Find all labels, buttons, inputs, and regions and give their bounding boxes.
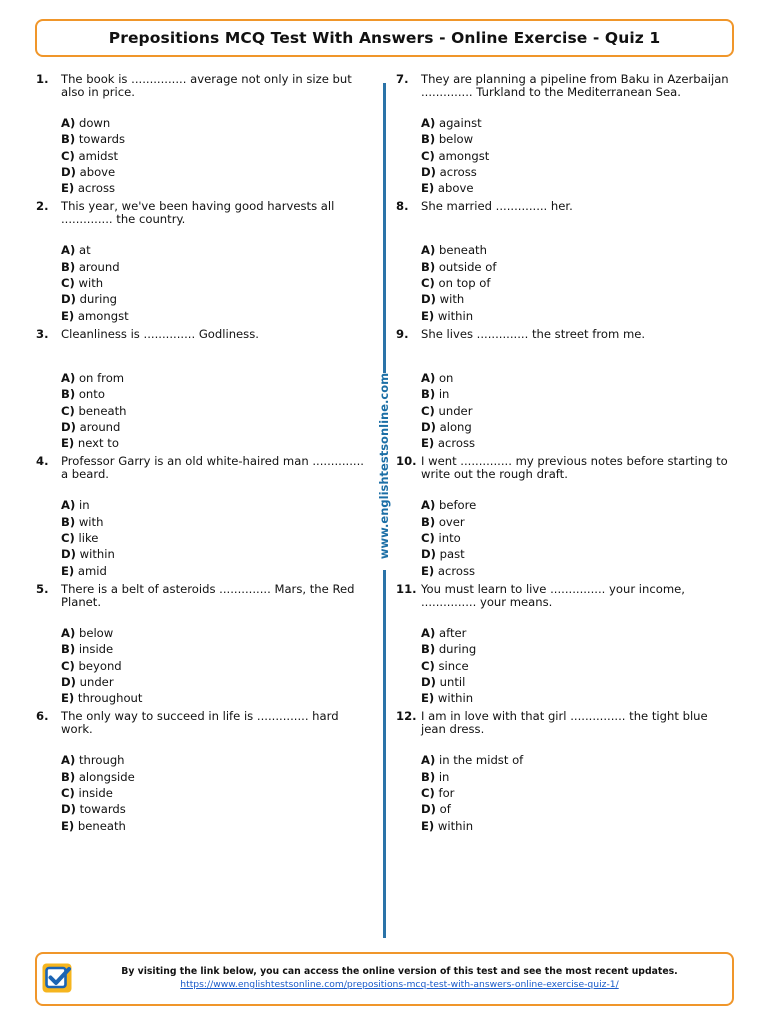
- option-letter: A): [61, 243, 76, 258]
- option-text: above: [437, 181, 474, 196]
- answer-option: [421, 291, 736, 307]
- option-text: on: [438, 370, 454, 385]
- answer-option: [421, 164, 736, 180]
- answer-option: [421, 419, 736, 435]
- question-text: There is a belt of asteroids .............. Mars, the Red Planet.: [61, 581, 355, 609]
- option-text: for: [438, 786, 455, 801]
- option-letter: D): [421, 802, 436, 817]
- question-number: 5.: [36, 581, 49, 596]
- answer-option: [61, 180, 368, 196]
- option-letter: D): [61, 802, 76, 817]
- option-letter: D): [61, 674, 76, 689]
- option-text: amid: [77, 563, 107, 578]
- option-text: beneath: [438, 243, 487, 258]
- option-letter: C): [61, 658, 75, 673]
- option-text: against: [438, 116, 482, 130]
- answer-option: [61, 546, 368, 562]
- option-letter: C): [421, 148, 435, 163]
- option-list: [61, 497, 368, 578]
- answer-option: [61, 690, 368, 706]
- option-letter: E): [61, 818, 75, 833]
- answer-option: [421, 115, 736, 131]
- option-letter: A): [61, 498, 76, 513]
- question-text: She lives .............. the street from me.: [421, 326, 646, 341]
- option-text: below: [78, 625, 114, 640]
- option-letter: E): [421, 563, 435, 578]
- option-text: amongst: [438, 148, 490, 163]
- option-letter: D): [421, 674, 436, 689]
- option-text: across: [77, 181, 116, 196]
- option-text: over: [438, 514, 465, 529]
- option-text: in: [78, 498, 90, 513]
- answer-option: [61, 435, 368, 451]
- answer-option: [61, 386, 368, 402]
- question-number: 9.: [396, 326, 409, 341]
- answer-option: [61, 752, 368, 768]
- question-item: [36, 328, 368, 455]
- option-text: above: [79, 164, 116, 179]
- option-text: around: [78, 259, 120, 274]
- option-text: during: [79, 292, 118, 307]
- option-text: beneath: [77, 818, 126, 833]
- answer-option: [421, 563, 736, 579]
- option-letter: B): [421, 642, 436, 657]
- answer-option: [421, 242, 736, 258]
- option-letter: C): [61, 786, 75, 801]
- answer-option: [61, 131, 368, 147]
- option-letter: C): [421, 403, 435, 418]
- option-text: at: [78, 243, 91, 258]
- footer-box: [35, 952, 734, 1006]
- answer-option: [421, 497, 736, 513]
- column-divider-bottom: [383, 570, 386, 938]
- answer-option: [61, 370, 368, 386]
- answer-option: [421, 308, 736, 324]
- option-text: beneath: [78, 403, 127, 418]
- question-item: [396, 328, 736, 455]
- answer-option: [421, 752, 736, 768]
- option-text: beyond: [78, 658, 122, 673]
- question-number: 4.: [36, 454, 49, 469]
- option-text: towards: [78, 132, 126, 147]
- option-letter: A): [421, 753, 436, 768]
- option-letter: A): [421, 116, 436, 130]
- question-text: This year, we've been having good harvests all .............. the country.: [61, 199, 335, 227]
- option-letter: A): [61, 370, 76, 385]
- question-item: [396, 583, 736, 710]
- option-list: [61, 242, 368, 323]
- option-letter: B): [421, 132, 436, 147]
- answer-option: [421, 785, 736, 801]
- option-list: [421, 497, 736, 578]
- option-list: [61, 115, 368, 196]
- option-text: below: [438, 132, 474, 147]
- option-list: [61, 752, 368, 833]
- answer-option: [61, 291, 368, 307]
- answer-option: [421, 259, 736, 275]
- option-letter: E): [421, 308, 435, 323]
- option-text: during: [438, 642, 477, 657]
- answer-option: [421, 546, 736, 562]
- option-letter: A): [421, 498, 436, 513]
- answer-option: [61, 530, 368, 546]
- option-letter: B): [421, 387, 436, 402]
- option-text: down: [78, 116, 111, 130]
- answer-option: [61, 419, 368, 435]
- option-letter: D): [61, 164, 76, 179]
- option-text: in: [438, 769, 450, 784]
- option-text: towards: [79, 802, 126, 817]
- option-letter: D): [421, 419, 436, 434]
- option-text: of: [439, 802, 451, 817]
- question-text: The book is ............... average not only in size but also in price.: [61, 72, 352, 99]
- answer-option: [421, 131, 736, 147]
- page-title: Prepositions MCQ Test With Answers - Online Exercise - Quiz 1: [108, 29, 661, 47]
- answer-option: [421, 386, 736, 402]
- question-text: They are planning a pipeline from Baku in Azerbaijan .............. Turkland to the Mediterranean Sea.: [421, 72, 729, 99]
- option-text: in the midst of: [438, 753, 524, 768]
- option-text: next to: [77, 436, 119, 451]
- answer-option: [61, 259, 368, 275]
- question-number: 1.: [36, 72, 49, 86]
- option-text: within: [437, 691, 474, 706]
- answer-option: [421, 801, 736, 817]
- question-body: [61, 328, 368, 455]
- question-body: [421, 710, 736, 837]
- question-item: [36, 710, 368, 837]
- online-version-link[interactable]: https://www.englishtestsonline.com/prepositions-mcq-test-with-answers-online-exercise-quiz-1/: [180, 979, 619, 990]
- option-letter: E): [61, 563, 75, 578]
- option-letter: B): [61, 642, 76, 657]
- option-list: [421, 370, 736, 451]
- question-body: [421, 455, 736, 582]
- question-body: [61, 583, 368, 710]
- question-body: [421, 328, 736, 455]
- option-letter: E): [61, 436, 75, 451]
- answer-option: [61, 674, 368, 690]
- answer-option: [421, 690, 736, 706]
- option-letter: C): [61, 531, 75, 546]
- question-number: 10.: [396, 454, 417, 469]
- option-text: across: [437, 436, 476, 451]
- option-text: with: [439, 292, 465, 307]
- question-body: [61, 455, 368, 582]
- option-text: in: [438, 387, 450, 402]
- answer-option: [61, 563, 368, 579]
- answer-option: [421, 530, 736, 546]
- question-body: [421, 200, 736, 327]
- option-letter: D): [421, 164, 436, 179]
- option-letter: E): [61, 691, 75, 706]
- question-body: [421, 583, 736, 710]
- question-text: I went .............. my previous notes before starting to write out the rough draft.: [421, 454, 728, 482]
- footer-text: [77, 966, 722, 990]
- site-watermark: www.englishtestsonline.com: [377, 372, 391, 560]
- option-letter: B): [421, 514, 436, 529]
- option-text: within: [437, 308, 474, 323]
- question-number: 6.: [36, 709, 49, 724]
- option-text: alongside: [78, 769, 135, 784]
- option-text: across: [437, 563, 476, 578]
- option-text: with: [78, 514, 104, 529]
- answer-option: [61, 818, 368, 834]
- option-letter: B): [61, 514, 76, 529]
- answer-option: [421, 403, 736, 419]
- option-letter: A): [421, 243, 436, 258]
- right-column: [396, 73, 736, 838]
- question-body: [421, 73, 736, 200]
- option-letter: E): [421, 181, 435, 196]
- answer-option: [421, 275, 736, 291]
- question-number: 11.: [396, 581, 417, 596]
- question-body: [61, 710, 368, 837]
- option-letter: A): [61, 116, 76, 130]
- option-list: [61, 625, 368, 706]
- option-list: [421, 625, 736, 706]
- answer-option: [61, 785, 368, 801]
- answer-option: [61, 514, 368, 530]
- option-text: under: [438, 403, 473, 418]
- option-text: throughout: [77, 691, 143, 706]
- answer-option: [421, 148, 736, 164]
- question-item: [36, 455, 368, 582]
- answer-option: [421, 180, 736, 196]
- option-text: amongst: [77, 308, 129, 323]
- answer-option: [61, 769, 368, 785]
- answer-option: [421, 625, 736, 641]
- option-letter: E): [61, 308, 75, 323]
- option-letter: E): [421, 818, 435, 833]
- answer-option: [61, 275, 368, 291]
- answer-option: [61, 801, 368, 817]
- answer-option: [421, 514, 736, 530]
- option-letter: C): [61, 276, 75, 291]
- question-text: Professor Garry is an old white-haired man .............. a beard.: [61, 454, 364, 482]
- answer-option: [421, 435, 736, 451]
- option-text: amidst: [78, 148, 119, 163]
- option-letter: B): [421, 259, 436, 274]
- question-number: 7.: [396, 72, 409, 86]
- answer-option: [421, 674, 736, 690]
- question-item: [396, 200, 736, 327]
- option-letter: E): [61, 181, 75, 196]
- option-text: within: [79, 547, 115, 562]
- option-letter: D): [421, 547, 436, 562]
- question-text: The only way to succeed in life is .............. hard work.: [61, 709, 339, 737]
- option-text: outside of: [438, 259, 497, 274]
- answer-option: [61, 242, 368, 258]
- question-text: Cleanliness is .............. Godliness.: [61, 326, 259, 341]
- option-list: [421, 752, 736, 833]
- option-letter: B): [61, 259, 76, 274]
- answer-option: [61, 641, 368, 657]
- answer-option: [421, 818, 736, 834]
- answer-option: [61, 164, 368, 180]
- option-text: across: [439, 164, 477, 179]
- title-box: [35, 19, 734, 57]
- option-letter: C): [421, 786, 435, 801]
- option-letter: D): [61, 292, 76, 307]
- option-list: [421, 115, 736, 196]
- answer-option: [61, 148, 368, 164]
- answer-option: [421, 370, 736, 386]
- option-letter: C): [421, 658, 435, 673]
- option-letter: E): [421, 691, 435, 706]
- answer-option: [421, 641, 736, 657]
- question-item: [396, 73, 736, 200]
- option-letter: A): [421, 370, 436, 385]
- question-item: [396, 710, 736, 837]
- question-number: 3.: [36, 326, 49, 341]
- option-text: after: [438, 625, 467, 640]
- question-number: 12.: [396, 709, 417, 724]
- question-text: You must learn to live ............... your income, ............... your means.: [421, 581, 685, 609]
- option-letter: C): [421, 531, 435, 546]
- question-text: I am in love with that girl ............... the tight blue jean dress.: [421, 709, 708, 737]
- answer-option: [61, 658, 368, 674]
- option-text: into: [438, 531, 461, 546]
- footer-note: By visiting the link below, you can access the online version of this test and see the most recent updates.: [121, 966, 678, 977]
- answer-option: [421, 769, 736, 785]
- option-text: inside: [78, 642, 114, 657]
- option-letter: B): [61, 387, 76, 402]
- answer-option: [61, 403, 368, 419]
- option-text: on top of: [438, 276, 491, 291]
- option-text: onto: [78, 387, 105, 402]
- option-letter: D): [61, 419, 76, 434]
- question-item: [36, 583, 368, 710]
- option-text: within: [437, 818, 474, 833]
- column-divider-top: [383, 83, 386, 373]
- option-list: [421, 242, 736, 323]
- option-text: around: [79, 419, 121, 434]
- answer-option: [61, 625, 368, 641]
- option-letter: D): [61, 547, 76, 562]
- question-number: 8.: [396, 199, 409, 214]
- option-text: on from: [78, 370, 125, 385]
- question-body: [61, 73, 368, 200]
- option-letter: C): [61, 403, 75, 418]
- answer-option: [61, 115, 368, 131]
- option-letter: A): [421, 625, 436, 640]
- option-letter: B): [421, 769, 436, 784]
- option-letter: A): [61, 753, 76, 768]
- question-text: She married .............. her.: [421, 199, 573, 214]
- checkbox-check-icon: [41, 962, 73, 994]
- option-text: before: [438, 498, 477, 513]
- answer-option: [61, 308, 368, 324]
- answer-option: [61, 497, 368, 513]
- option-text: past: [439, 547, 465, 562]
- question-item: [396, 455, 736, 582]
- option-letter: B): [61, 769, 76, 784]
- question-number: 2.: [36, 199, 49, 214]
- option-letter: B): [61, 132, 76, 147]
- option-text: inside: [78, 786, 113, 801]
- option-text: along: [439, 419, 472, 434]
- option-text: through: [78, 753, 125, 768]
- option-list: [61, 370, 368, 451]
- question-item: [36, 200, 368, 327]
- option-letter: C): [61, 148, 75, 163]
- option-letter: E): [421, 436, 435, 451]
- question-item: [36, 73, 368, 200]
- option-text: like: [78, 531, 99, 546]
- option-letter: D): [421, 292, 436, 307]
- answer-option: [421, 658, 736, 674]
- option-text: with: [78, 276, 104, 291]
- option-letter: C): [421, 276, 435, 291]
- option-text: under: [79, 674, 114, 689]
- left-column: [36, 73, 368, 838]
- option-letter: A): [61, 625, 76, 640]
- question-body: [61, 200, 368, 327]
- option-text: until: [439, 674, 466, 689]
- option-text: since: [438, 658, 469, 673]
